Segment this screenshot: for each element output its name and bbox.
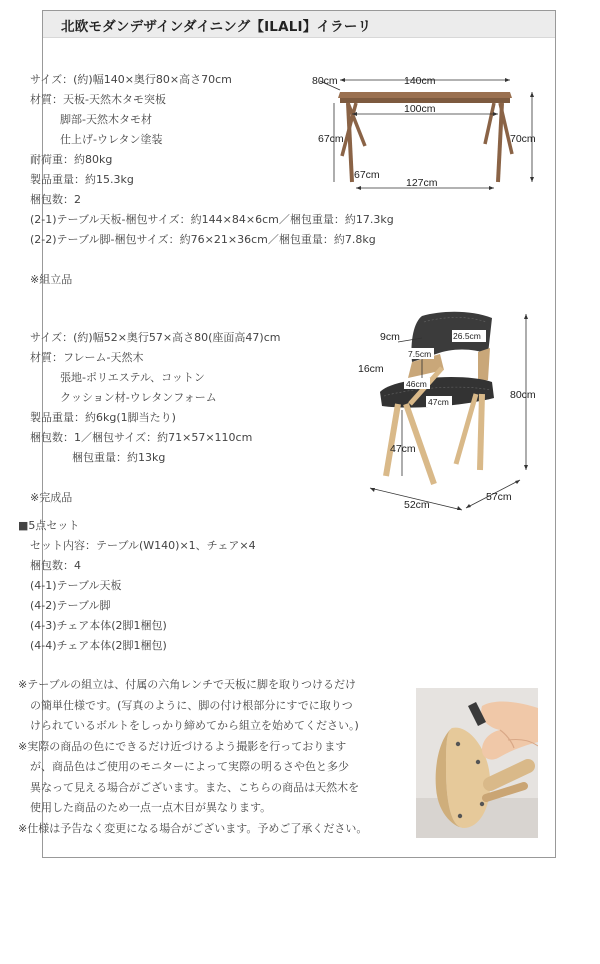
table-material: 材質：天板-天然木タモ突板	[30, 93, 166, 106]
note-color-4: 使用した商品のため一点一点木目が異なります。	[30, 801, 272, 814]
note-color-1: ※実際の商品の色にできるだけ近づけるよう撮影を行っております	[18, 739, 347, 753]
chair-material: 材質：フレーム-天然木	[30, 351, 144, 364]
note-assembly-3: けられているボルトをしっかり締めてから組立を始めてください。)	[30, 719, 359, 732]
table-material-legs: 脚部-天然木タモ材	[60, 113, 152, 126]
chair-material-fabric: 張地-ポリエステル、コットン	[60, 371, 205, 384]
set-heading: ■5点セット	[18, 519, 80, 532]
table-package-top: (2-1)テーブル天板-梱包サイズ：約144×84×6cm／梱包重量：約17.3kg	[30, 213, 394, 226]
note-assembly-1: ※テーブルの組立は、付属の六角レンチで天板に脚を取りつけるだけ	[18, 678, 356, 691]
chair-weight: 製品重量：約6kg(1脚当たり)	[30, 411, 176, 424]
chair-package-weight: 梱包重量：約13kg	[72, 451, 166, 464]
dim-width: 140cm	[404, 75, 436, 87]
chair-dim-back-height: 7.5cm	[408, 349, 432, 359]
chair-dim-seat-height: 47cm	[390, 443, 416, 455]
set-content: セット内容：テーブル(W140)×1、チェア×4	[30, 539, 256, 552]
table-finish: 仕上げ-ウレタン塗装	[60, 133, 163, 146]
set-item-3: (4-3)チェア本体(2脚1梱包)	[30, 619, 167, 632]
chair-material-cushion: クッション材-ウレタンフォーム	[60, 391, 217, 404]
table-size: サイズ：(約)幅140×奥行80×高さ70cm	[30, 73, 232, 86]
title-bar	[43, 11, 555, 38]
chair-dim-back-depth: 9cm	[380, 331, 400, 343]
chair-size: サイズ：(約)幅52×奥行57×高さ80(座面高47)cm	[30, 331, 281, 344]
table-load: 耐荷重：約80kg	[30, 153, 113, 166]
chair-dim-depth: 57cm	[486, 491, 512, 503]
chair-dim-arm-height: 16cm	[358, 363, 384, 375]
dim-inner-width: 100cm	[404, 103, 436, 115]
note-spec-change: ※仕様は予告なく変更になる場合がございます。予めご了承ください。	[18, 821, 368, 835]
table-packages: 梱包数：2	[30, 193, 81, 206]
table-package-legs: (2-2)テーブル脚-梱包サイズ：約76×21×36cm／梱包重量：約7.8kg	[30, 233, 376, 246]
notes	[18, 675, 370, 839]
dim-leg-height: 67cm	[318, 133, 344, 145]
note-color-2: が、商品色はご使用のモニターによって実際の明るさや色と多少	[30, 760, 349, 773]
table-diagram	[300, 66, 550, 196]
note-assembly-2: の簡単仕様です。(写真のように、脚の付け根部分にすでに取りつ	[30, 698, 353, 712]
chair-dim-width: 52cm	[404, 499, 430, 511]
page-title: 北欧モダンデザインダイニング【ILALI】イラーリ	[61, 19, 372, 35]
set-item-4: (4-4)チェア本体(2脚1梱包)	[30, 639, 167, 652]
set-section	[18, 516, 256, 656]
chair-package: 梱包数：1／梱包サイズ：約71×57×110cm	[30, 431, 253, 444]
dim-leg-angle: 67cm	[354, 169, 380, 181]
chair-diagram	[352, 308, 552, 523]
chair-dim-seat-depth: 46cm	[406, 379, 427, 389]
dim-base-width: 127cm	[406, 177, 438, 189]
set-item-2: (4-2)テーブル脚	[30, 599, 111, 612]
table-top	[338, 92, 512, 98]
chair-dim-seat-width: 47cm	[428, 397, 449, 407]
chair-complete-note: ※完成品	[30, 491, 73, 504]
set-item-1: (4-1)テーブル天板	[30, 579, 122, 592]
set-packages: 梱包数：4	[30, 559, 81, 572]
chair-dim-back-width: 26.5cm	[453, 331, 481, 341]
table-weight: 製品重量：約15.3kg	[30, 173, 134, 186]
note-color-3: 異なって見える場合がございます。また、こちらの商品は天然木を	[30, 780, 360, 794]
table-assembly-note: ※組立品	[30, 273, 73, 286]
assembly-photo	[416, 688, 538, 838]
dim-height: 70cm	[510, 133, 536, 145]
chair-dim-total-height: 80cm	[510, 389, 536, 401]
chair-spec	[30, 328, 280, 508]
dim-depth: 80cm	[312, 75, 338, 87]
